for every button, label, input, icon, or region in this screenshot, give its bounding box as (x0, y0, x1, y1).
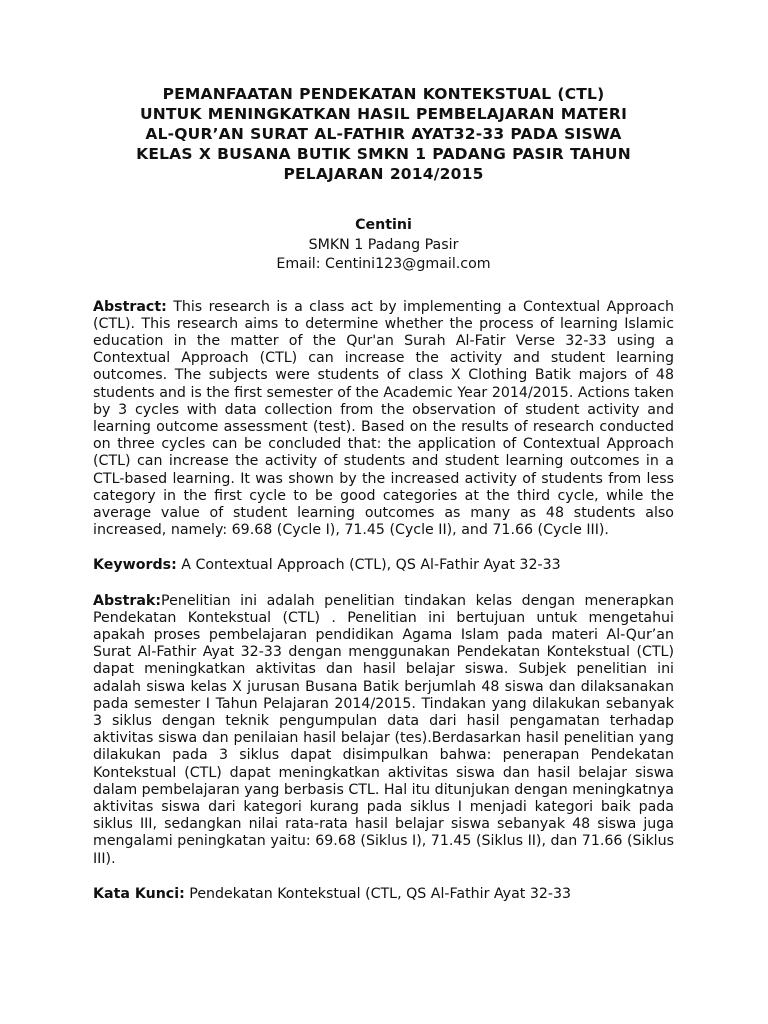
keywords-text: A Contextual Approach (CTL), QS Al-Fathir Ayat 32-33 (176, 557, 561, 574)
abstract-text: This research is a class act by implementing a Contextual Approach (CTL). This research aims to determine whether the process of learning Islamic education in the matter of the Qur'an Surah Al-Fatir Verse 32-33 using a Contextual Approach (CTL) can increase the activity and student learning outcomes. The subjects were students of class X Clothing Batik majors of 48 students and is the first semester of the Academic Year 2014/2015. Actions taken by 3 cycles with data collection from the observation of student activity and learning outcome assessment (test). Based on the results of research conducted on three cycles can be concluded that: the application of Contextual Approach (CTL) can increase the activity of students and student learning outcomes in a CTL-based learning. It was shown by the increased activity of students from less category in the first cycle to be good categories at the third cycle, while the average value of student learning outcomes as many as 48 students also increased, namely: 69.68 (Cycle I), 71.45 (Cycle II), and 71.66 (Cycle III). (93, 298, 674, 539)
keywords-label: Keywords: (93, 557, 177, 574)
title-line: KELAS X BUSANA BUTIK SMKN 1 PADANG PASIR TAHUN (136, 145, 631, 163)
kata-kunci-label: Kata Kunci: (93, 885, 185, 902)
kata-kunci-text: Pendekatan Kontekstual (CTL, QS Al-Fathir Ayat 32-33 (184, 885, 572, 902)
abstrak-label: Abstrak: (93, 592, 162, 609)
paper-title (93, 84, 674, 184)
author-affiliation: SMKN 1 Padang Pasir (308, 236, 459, 253)
abstrak-text: Penelitian ini adalah penelitian tindakan kelas dengan menerapkan Pendekatan Kontekstual (CTL) . Penelitian ini bertujuan untuk mengetahui apakah proses pembelajaran pendidikan Agama Islam pada materi Al-Qur’an Surat Al-Fathir Ayat 32-33 dengan menggunakan Pendekatan Kontekstual (CTL) dapat meningkatkan aktivitas dan hasil belajar siswa. Subjek penelitian ini adalah siswa kelas X jurusan Busana Batik berjumlah 48 siswa dan dilaksanakan pada semester I Tahun Pelajaran 2014/2015. Tindakan yang dilakukan sebanyak 3 siklus dengan teknik pengumpulan data dari hasil pengamatan terhadap aktivitas siswa dan penilaian hasil belajar (tes).Berdasarkan hasil penelitian yang dilakukan pada 3 siklus dapat disimpulkan bahwa: penerapan Pendekatan Kontekstual (CTL) dapat meningkatkan aktivitas siswa dan hasil belajar siswa dalam pembelajaran yang berbasis CTL. Hal itu ditunjukan dengan meningkatnya aktivitas siswa dari kategori kurang pada siklus I menjadi kategori baik pada siklus III, sedangkan nilai rata-rata hasil belajar siswa sebanyak 48 siswa juga mengalami peningkatan yaitu: 69.68 (Siklus I), 71.45 (Siklus II), dan 71.66 (Siklus III). (93, 592, 674, 867)
title-line: PELAJARAN 2014/2015 (283, 165, 484, 183)
title-line: PEMANFAATAN PENDEKATAN KONTEKSTUAL (CTL) (162, 85, 605, 103)
keywords-indonesian (93, 886, 674, 903)
title-line: AL-QUR’AN SURAT AL-FATHIR AYAT32-33 PADA SISWA (145, 125, 622, 143)
abstract-label: Abstract: (93, 298, 167, 315)
title-line: UNTUK MENINGKATKAN HASIL PEMBELAJARAN MATERI (139, 105, 628, 123)
author-email: Email: Centini123@gmail.com (276, 256, 491, 272)
paper-page (93, 84, 674, 917)
abstract-indonesian (93, 593, 674, 868)
author-block (93, 216, 674, 275)
keywords-english (93, 557, 674, 574)
author-name: Centini (355, 217, 412, 233)
abstract-english (93, 299, 674, 540)
